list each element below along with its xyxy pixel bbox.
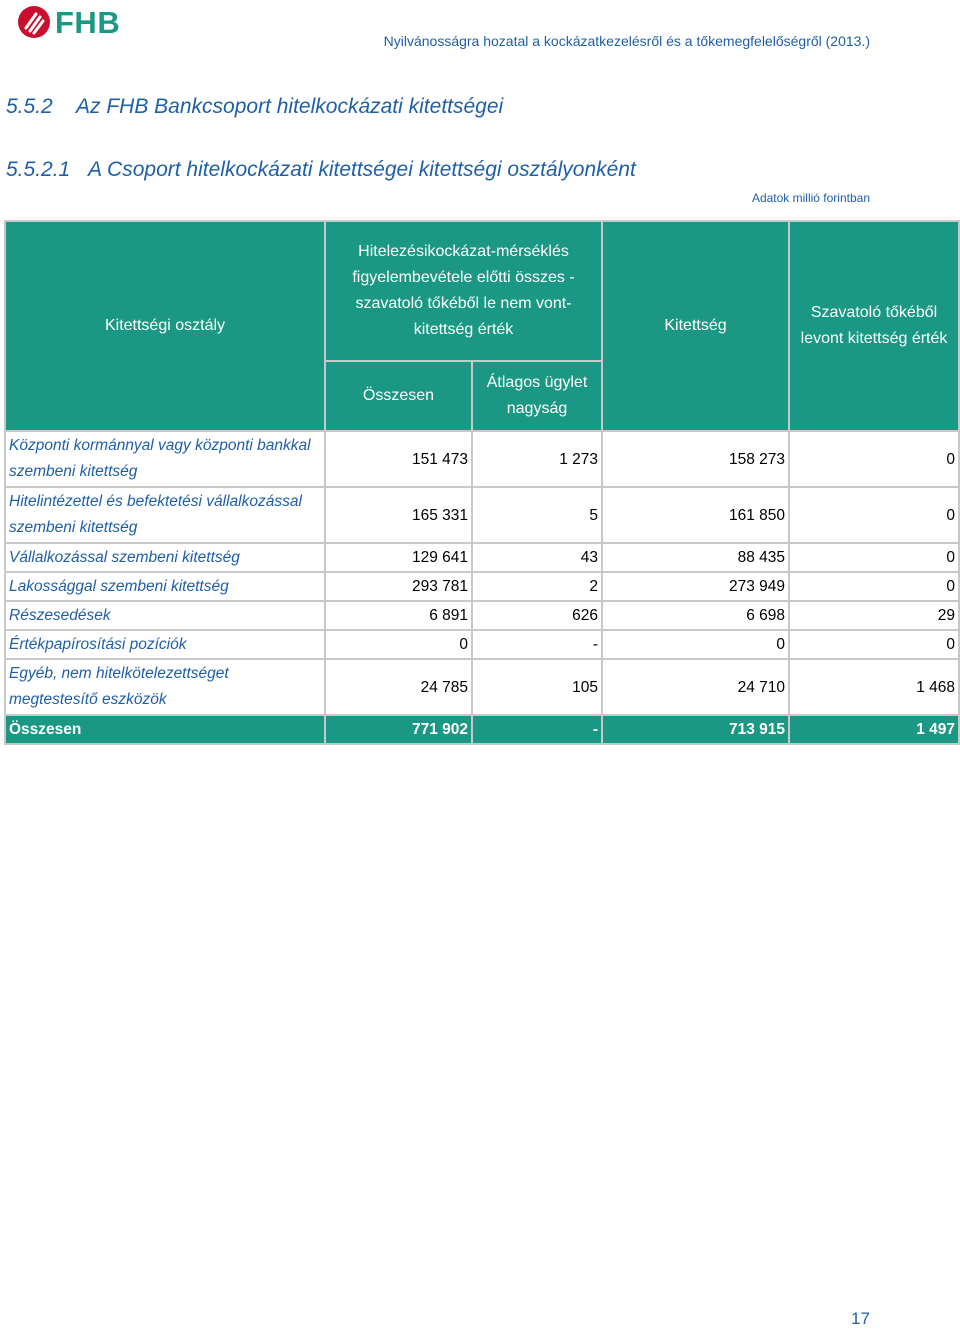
cell-deducted: 29 <box>789 601 959 630</box>
row-label: Egyéb, nem hitelkötelezettséget megtestesítő eszközök <box>5 659 325 715</box>
cell-exposure: 6 698 <box>602 601 789 630</box>
cell-avg: - <box>472 630 602 659</box>
cell-total: 151 473 <box>325 431 472 487</box>
header-class: Kitettségi osztály <box>5 221 325 431</box>
total-cell-avg: - <box>472 715 602 744</box>
cell-exposure: 273 949 <box>602 572 789 601</box>
units-note: Adatok millió forintban <box>751 191 870 205</box>
table-row <box>5 487 959 543</box>
row-label: Részesedések <box>5 601 325 630</box>
subsection-number: 5.5.2.1 <box>6 158 71 181</box>
table-row <box>5 630 959 659</box>
header-total: Összesen <box>325 361 472 431</box>
cell-avg: 626 <box>472 601 602 630</box>
table-row <box>5 659 959 715</box>
cell-avg: 2 <box>472 572 602 601</box>
cell-total: 0 <box>325 630 472 659</box>
total-cell-total: 771 902 <box>325 715 472 744</box>
total-cell-exposure: 713 915 <box>602 715 789 744</box>
table-row <box>5 572 959 601</box>
header-deducted: Szavatoló tőkéből levont kitettség érték <box>789 221 959 431</box>
table-row <box>5 543 959 572</box>
cell-exposure: 0 <box>602 630 789 659</box>
total-label: Összesen <box>5 715 325 744</box>
section-title: Az FHB Bankcsoport hitelkockázati kitettségei <box>76 95 504 118</box>
cell-avg: 5 <box>472 487 602 543</box>
header-exposure: Kitettség <box>602 221 789 431</box>
cell-avg: 43 <box>472 543 602 572</box>
cell-avg: 1 273 <box>472 431 602 487</box>
cell-deducted: 0 <box>789 431 959 487</box>
cell-total: 165 331 <box>325 487 472 543</box>
cell-total: 24 785 <box>325 659 472 715</box>
row-label: Központi kormánnyal vagy központi bankkal szembeni kitettség <box>5 431 325 487</box>
table-total-row <box>5 715 959 744</box>
cell-avg: 105 <box>472 659 602 715</box>
row-label: Vállalkozással szembeni kitettség <box>5 543 325 572</box>
cell-exposure: 161 850 <box>602 487 789 543</box>
page-number: 17 <box>851 1309 870 1328</box>
cell-exposure: 88 435 <box>602 543 789 572</box>
cell-total: 129 641 <box>325 543 472 572</box>
cell-deducted: 0 <box>789 630 959 659</box>
cell-deducted: 0 <box>789 572 959 601</box>
row-label: Lakossággal szembeni kitettség <box>5 572 325 601</box>
subsection-title: A Csoport hitelkockázati kitettségei kitettségi osztályonként <box>88 158 636 181</box>
cell-exposure: 158 273 <box>602 431 789 487</box>
header-avg: Átlagos ügylet nagyság <box>472 361 602 431</box>
fhb-logo <box>18 6 120 38</box>
logo-text: FHB <box>55 4 121 40</box>
subsection-heading <box>6 158 636 182</box>
cell-deducted: 0 <box>789 487 959 543</box>
cell-total: 6 891 <box>325 601 472 630</box>
table-row <box>5 431 959 487</box>
exposure-table <box>4 220 960 745</box>
cell-deducted: 0 <box>789 543 959 572</box>
row-label: Értékpapírosítási pozíciók <box>5 630 325 659</box>
row-label: Hitelintézettel és befektetési vállalkozással szembeni kitettség <box>5 487 325 543</box>
table-row <box>5 601 959 630</box>
cell-total: 293 781 <box>325 572 472 601</box>
cell-deducted: 1 468 <box>789 659 959 715</box>
fhb-logo-icon <box>18 6 50 38</box>
section-number: 5.5.2 <box>6 95 53 118</box>
total-cell-deducted: 1 497 <box>789 715 959 744</box>
header-group: Hitelezésikockázat-mérséklés figyelembevétele előtti összes - szavatoló tőkéből le nem vont-kitettség érték <box>325 221 602 361</box>
section-heading <box>6 95 503 119</box>
document-title: Nyilvánosságra hozatal a kockázatkezelésről és a tőkemegfelelőségről (2013.) <box>383 33 870 49</box>
cell-exposure: 24 710 <box>602 659 789 715</box>
